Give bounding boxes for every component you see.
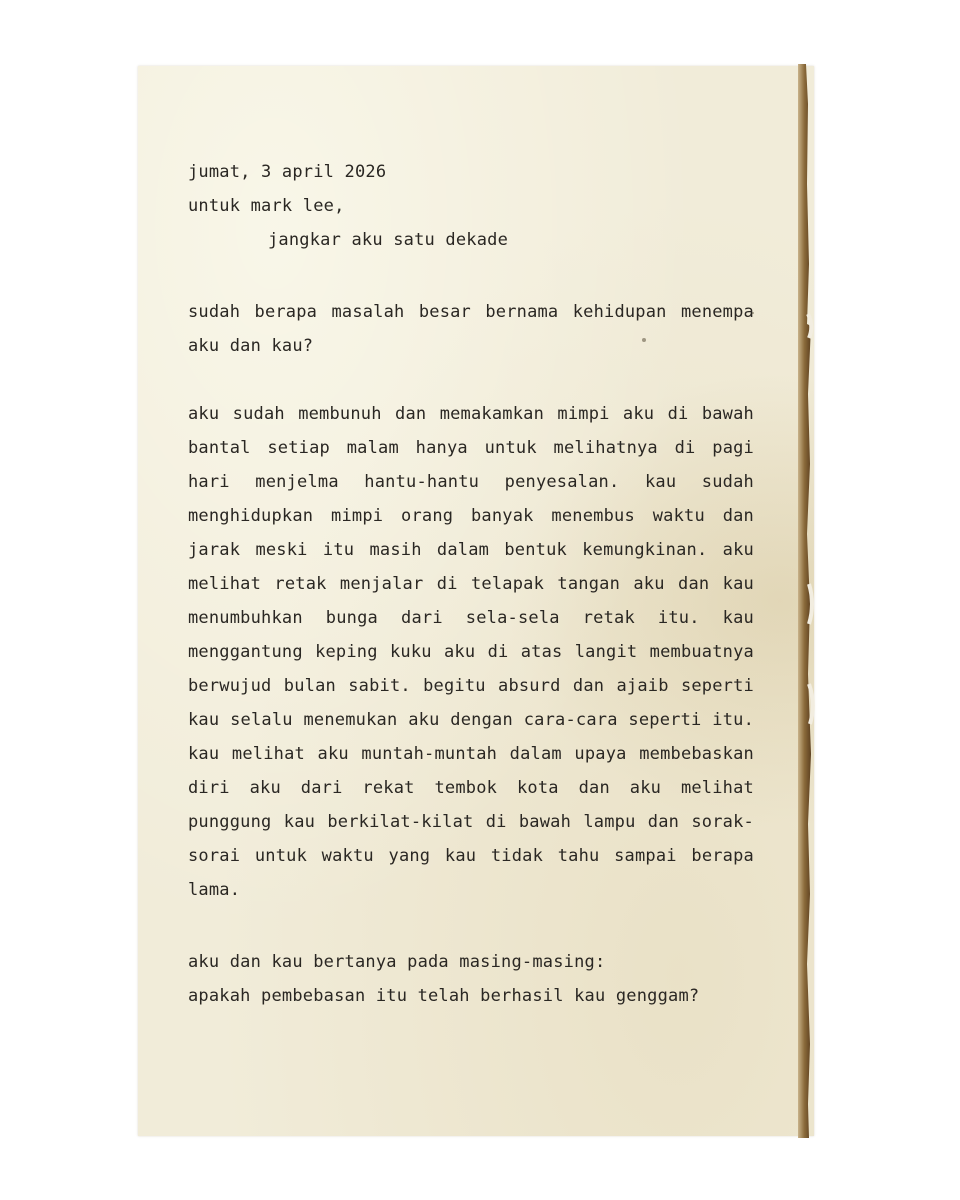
letter-recipient: untuk mark lee, [188, 196, 345, 216]
closing-line: apakah pembebasan itu telah berhasil kau genggam? [188, 986, 700, 1006]
closing-block [188, 945, 754, 1013]
paragraph-question: sudah berapa masalah besar bernama kehidupan menempa aku dan kau? [188, 302, 754, 356]
letter-date: jumat, 3 april 2026 [188, 162, 387, 182]
torn-paper-edge [798, 64, 816, 1138]
letter-subtitle: jangkar aku satu dekade [268, 230, 509, 250]
letter-body [188, 155, 754, 1013]
closing-line: aku dan kau bertanya pada masing-masing: [188, 952, 606, 972]
paragraph-main: aku sudah membunuh dan memakamkan mimpi aku di bawah bantal setiap malam hanya untuk melihatnya di pagi hari menjelma hantu-hantu penyesalan. kau sudah menghidupkan mimpi orang banyak menembus waktu dan jarak meski itu masih dalam bentuk kemungkinan. aku melihat retak menjalar di telapak tangan aku dan kau menumbuhkan bunga dari sela-sela retak itu. kau menggantung keping kuku aku di atas langit membuatnya berwujud bulan sabit. begitu absurd dan ajaib seperti kau selalu menemukan aku dengan cara-cara seperti itu. kau melihat aku muntah-muntah dalam upaya membebaskan diri aku dari rekat tembok kota dan aku melihat punggung kau berkilat-kilat di bawah lampu dan sorak-sorai untuk waktu yang kau tidak tahu sampai berapa lama. [188, 404, 754, 900]
